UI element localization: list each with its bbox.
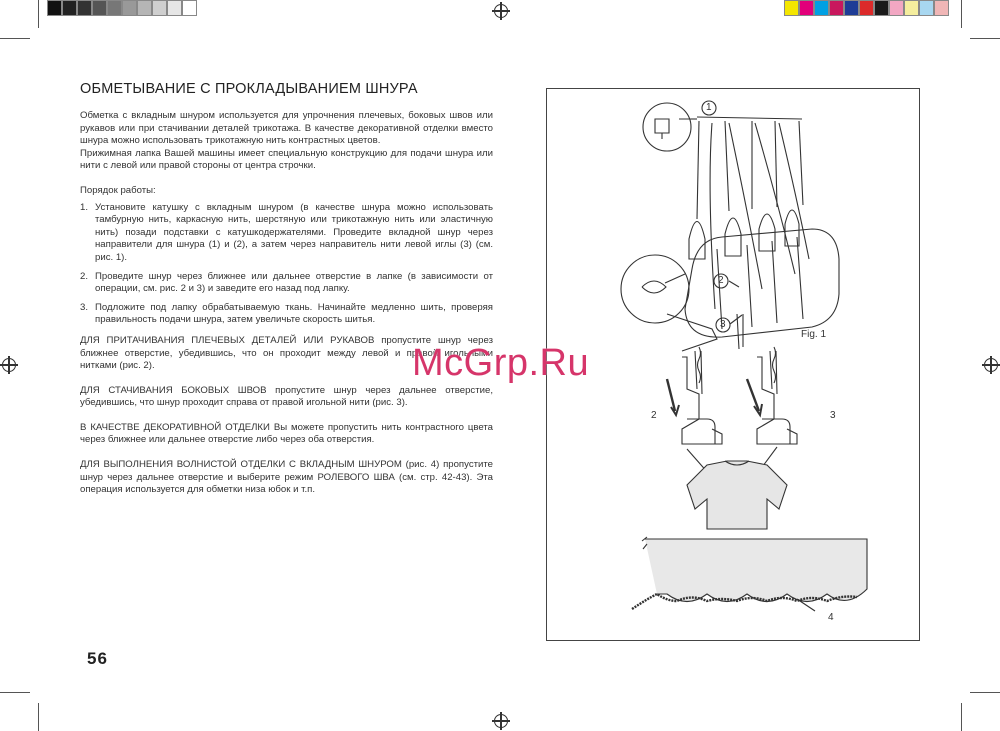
- grayscale-color-bar: [47, 0, 197, 16]
- page-title: ОБМЕТЫВАНИЕ С ПРОКЛАДЫВАНИЕМ ШНУРА: [80, 81, 418, 97]
- figure-number: 2: [651, 410, 657, 421]
- page-number: 56: [87, 649, 108, 668]
- presser-foot-fig2: [682, 357, 722, 444]
- shoulder-paragraph: ДЛЯ ПРИТАЧИВАНИЯ ПЛЕЧЕВЫХ ДЕТАЛЕЙ ИЛИ РУКАВОВ пропустите шнур через ближнее отверстие, убедившись, что он проходит между левой и правой игольными нитками (рис. 2).: [80, 334, 493, 372]
- crop-mark: [38, 0, 39, 28]
- side-seam-paragraph: ДЛЯ СТАЧИВАНИЯ БОКОВЫХ ШВОВ пропустите шнур через дальнее отверстие, убедившись, что шнур проходит справа от правой игольной нити (рис. 3).: [80, 384, 493, 409]
- decorative-paragraph: В КАЧЕСТВЕ ДЕКОРАТИВНОЙ ОТДЕЛКИ Вы можете пропустить нить контрастного цвета через ближнее или дальнее отверстие либо через оба отверстия.: [80, 421, 493, 446]
- color-swatch: [904, 0, 919, 16]
- color-swatch: [934, 0, 949, 16]
- color-swatch: [137, 0, 152, 16]
- procedure-label: Порядок работы:: [80, 184, 156, 196]
- step-item: [80, 302, 493, 327]
- step-number: 2.: [80, 270, 89, 282]
- callout-number: 1: [706, 102, 712, 113]
- machine-body: [685, 229, 839, 337]
- step-item: [80, 271, 493, 296]
- color-swatch: [62, 0, 77, 16]
- crop-mark: [961, 703, 962, 731]
- detail-circle-guide: [643, 103, 691, 151]
- color-swatch: [77, 0, 92, 16]
- fabric-panel: [645, 539, 867, 602]
- color-swatch: [107, 0, 122, 16]
- step-text: Подложите под лапку обрабатываемую ткань. Начинайте медленно шить, проверяя правильность подачи шнура, затем увеличьте скорость шитья.: [95, 301, 493, 326]
- callout-number: 3: [720, 319, 726, 330]
- figure-number: 4: [828, 612, 834, 623]
- thread-stand-pole: [697, 121, 699, 219]
- registration-mark-right: [984, 358, 998, 372]
- color-swatch: [182, 0, 197, 16]
- thread-stand-bar: [679, 117, 802, 119]
- crop-mark: [970, 692, 1000, 693]
- illustration-box: [546, 88, 920, 641]
- shirt-illustration: [687, 461, 787, 529]
- color-swatch: [814, 0, 829, 16]
- crop-mark: [0, 38, 30, 39]
- steps-list: [80, 202, 493, 327]
- presser-foot-fig3: [757, 357, 797, 444]
- color-swatch: [919, 0, 934, 16]
- color-swatch: [92, 0, 107, 16]
- callout-number: 2: [718, 275, 724, 286]
- color-swatch: [122, 0, 137, 16]
- color-swatch: [874, 0, 889, 16]
- registration-mark-top: [494, 4, 508, 18]
- color-swatch: [859, 0, 874, 16]
- step-text: Установите катушку с вкладным шнуром (в качестве шнура можно использовать тамбурную нить, каркасную нить, шерстяную или трикотажную нить или эластичную нить) позади подставки с катушкодержателями. Проведите вкладной шнур через направители для шнура (1) и (2), а затем через направитель нити левой иглы (3) (см. рис. 1).: [95, 201, 493, 263]
- color-swatch: [799, 0, 814, 16]
- watermark: McGrp.Ru: [412, 342, 590, 384]
- color-swatch: [889, 0, 904, 16]
- detail-circle-foot: [621, 255, 689, 323]
- color-swatch: [844, 0, 859, 16]
- intro-paragraph: Прижимная лапка Вашей машины имеет специальную конструкцию для подачи шнура или нити с левой или правой стороны от центра строчки.: [80, 147, 493, 172]
- crop-mark: [0, 692, 30, 693]
- crop-mark: [961, 0, 962, 28]
- color-swatch: [829, 0, 844, 16]
- crop-mark: [38, 703, 39, 731]
- overlock-threading-illustration: [547, 89, 919, 640]
- step-number: 3.: [80, 301, 89, 313]
- color-swatch: [784, 0, 799, 16]
- wavy-trim-paragraph: ДЛЯ ВЫПОЛНЕНИЯ ВОЛНИСТОЙ ОТДЕЛКИ С ВКЛАДНЫМ ШНУРОМ (рис. 4) пропустите шнур через дальнее отверстие и выберите режим РОЛЕВОГО ШВА (см. стр. 42-43). Эта операция используется для обметки низа юбок и т.п.: [80, 459, 493, 496]
- step-number: 1.: [80, 201, 89, 213]
- color-swatch: [167, 0, 182, 16]
- registration-mark-left: [2, 358, 16, 372]
- intro-paragraph: Обметка с вкладным шнуром используется для упрочнения плечевых, боковых швов или рукавов или при стачивании деталей трикотажа. В качестве декоративной отделки вместо шнура можно использовать трикотажную нить контрастных цветов.: [80, 110, 493, 147]
- step-item: [80, 202, 493, 265]
- step-text: Проведите шнур через ближнее или дальнее отверстие в лапке (в зависимости от операции, см. рис. 2 и 3) и заведите его назад под лапку.: [95, 270, 493, 295]
- color-swatch: [152, 0, 167, 16]
- figure-number: 3: [830, 410, 836, 421]
- registration-mark-bottom: [494, 714, 508, 728]
- figure-caption: Fig. 1: [801, 329, 827, 340]
- cmyk-color-bar: [784, 0, 949, 16]
- color-swatch: [47, 0, 62, 16]
- crop-mark: [970, 38, 1000, 39]
- document-body: [80, 110, 493, 497]
